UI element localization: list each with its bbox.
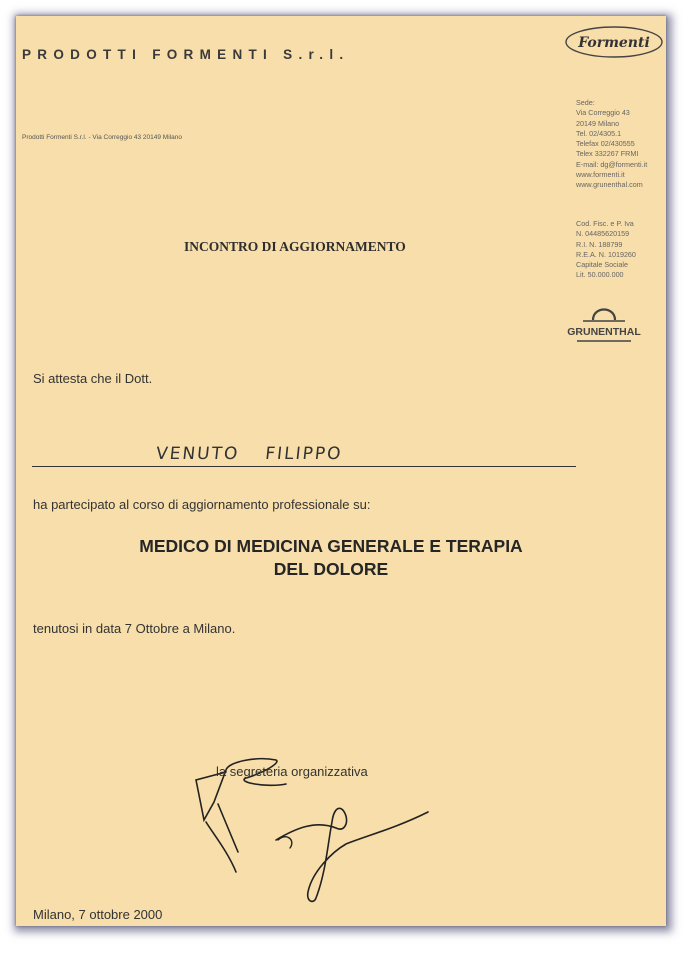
formenti-logo	[564, 24, 664, 60]
handwritten-signature	[166, 732, 456, 912]
contact-line: Telefax 02/430555	[576, 139, 635, 149]
registry-line: Cod. Fisc. e P. Iva	[576, 219, 634, 228]
doctor-surname: VENUTO	[154, 444, 241, 464]
grunenthal-logo	[567, 300, 641, 344]
contact-line: Telex 332267 FRMI	[576, 149, 639, 159]
contact-line: www.grunenthal.com	[576, 180, 643, 190]
registry-line: Capitale Sociale	[576, 260, 628, 270]
grunenthal-text: GRUNENTHAL	[567, 326, 641, 338]
course-title	[56, 535, 606, 581]
course-title-line: MEDICO DI MEDICINA GENERALE E TERAPIA	[139, 536, 523, 556]
company-name: PRODOTTI FORMENTI S.r.l.	[22, 47, 350, 62]
certificate-document	[16, 16, 666, 926]
company-contacts	[576, 98, 647, 191]
secretariat-label: la segreteria organizzativa	[216, 764, 368, 779]
registry-line: Lit. 50.000.000	[576, 270, 624, 280]
name-underline	[32, 466, 576, 467]
course-title-line: DEL DOLORE	[273, 559, 389, 579]
contact-line: Tel. 02/4305.1	[576, 128, 622, 138]
sender-address: Prodotti Formenti S.r.l. - Via Correggio 43 20149 Milano	[22, 134, 182, 141]
issue-date: Milano, 7 ottobre 2000	[33, 907, 163, 922]
registry-line: N. 04485620159	[576, 229, 630, 239]
contact-line: Sede:	[576, 98, 595, 107]
contact-line: 20149 Milano	[576, 118, 620, 128]
logo-text: Formenti	[578, 35, 650, 51]
company-registry	[576, 219, 636, 281]
attestation-text: Si attesta che il Dott.	[33, 371, 153, 386]
registry-line: R.E.A. N. 1019260	[576, 249, 636, 259]
doctor-given-name: FILIPPO	[264, 444, 344, 464]
meeting-title: INCONTRO DI AGGIORNAMENTO	[184, 239, 406, 254]
participation-text: ha partecipato al corso di aggiornamento professionale su:	[33, 497, 371, 512]
contact-line: E-mail: dg@formenti.it	[576, 159, 648, 169]
contact-line: www.formenti.it	[576, 170, 625, 180]
date-held-text: tenutosi in data 7 Ottobre a Milano.	[33, 621, 236, 636]
doctor-name-handwritten	[155, 444, 344, 464]
contact-line: Via Correggio 43	[576, 108, 630, 118]
registry-line: R.I. N. 188799	[576, 239, 623, 249]
